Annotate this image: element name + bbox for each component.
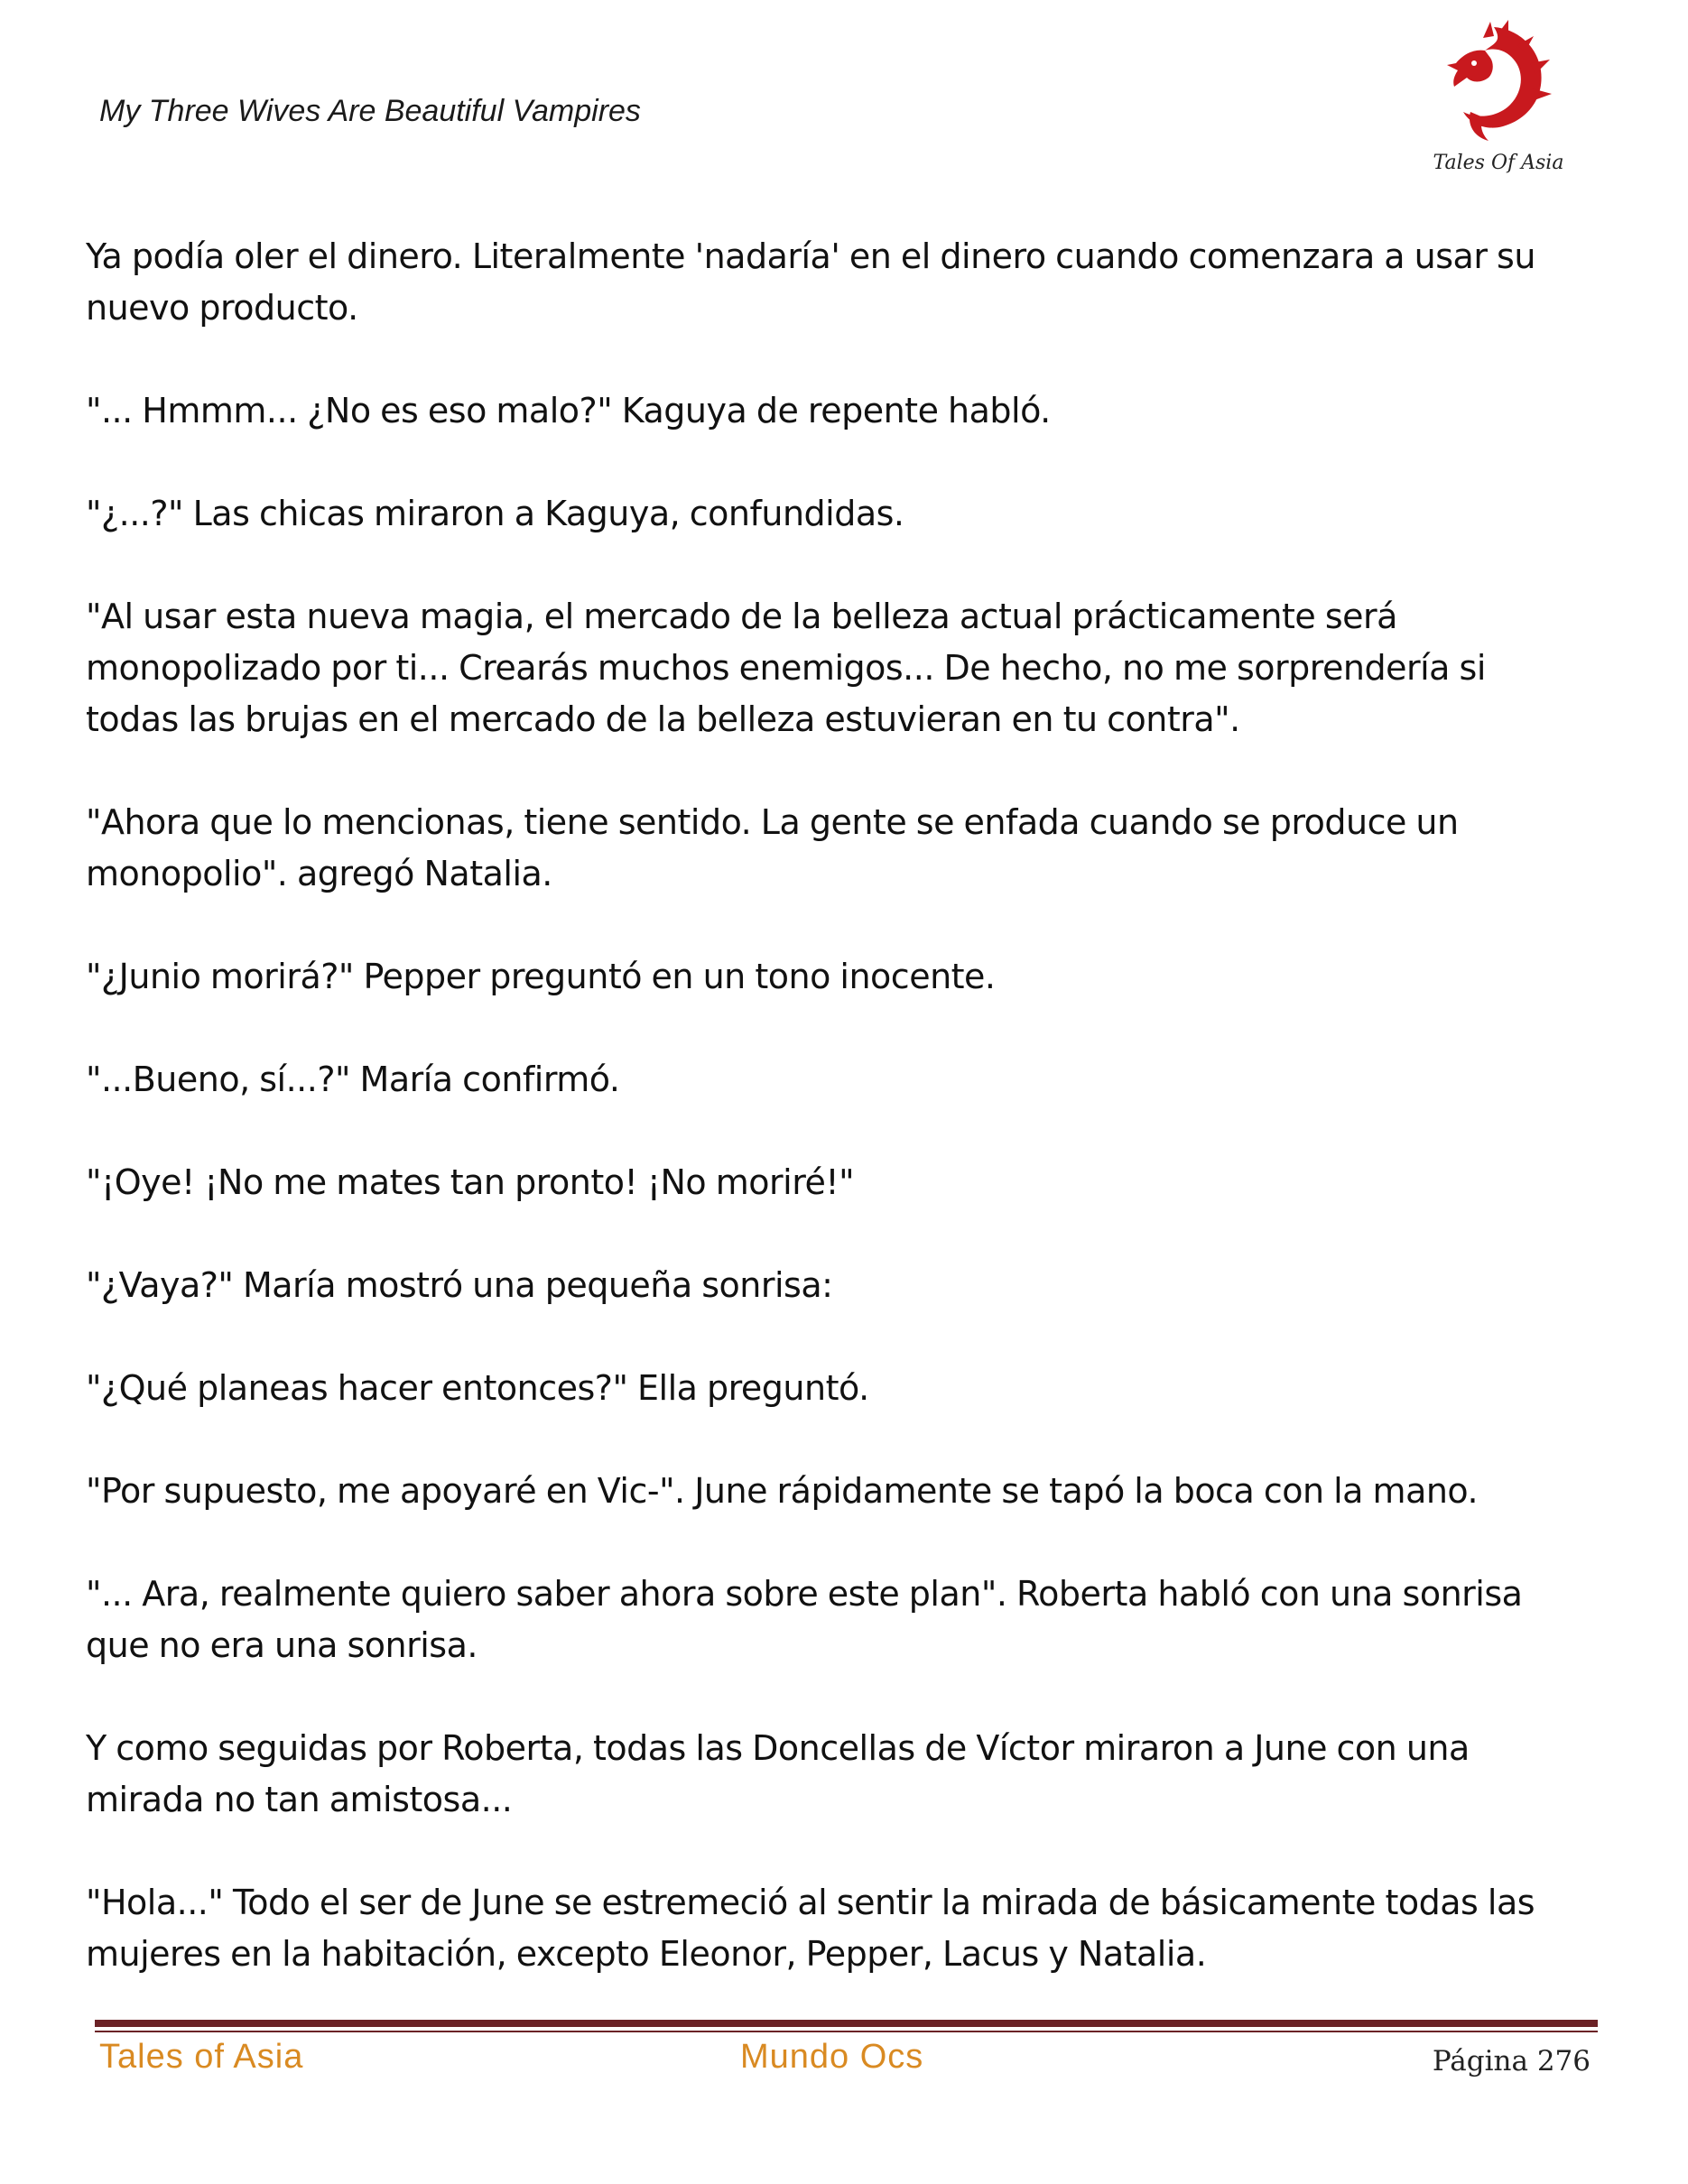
paragraph: "¿Qué planeas hacer entonces?" Ella preguntó. [86,1368,869,1408]
footer-rule-thick [95,2020,1598,2027]
paragraph: "... Hmmm... ¿No es eso malo?" Kaguya de repente habló. [86,391,1051,430]
paragraph: "¿Junio morirá?" Pepper preguntó en un tono inocente. [86,957,996,996]
publisher-logo [1431,18,1566,180]
page-number: Página 276 [1432,2045,1591,2078]
book-title: My Three Wives Are Beautiful Vampires [99,94,641,128]
footer-rule-thin [95,2031,1598,2032]
paragraph: "¿...?" Las chicas miraron a Kaguya, confundidas. [86,494,904,533]
paragraph: Y como seguidas por Roberta, todas las Doncellas de Víctor miraron a June con una mirada no tan amistosa... [86,1728,1470,1819]
paragraph: "¿Vaya?" María mostró una pequeña sonrisa: [86,1265,833,1305]
paragraph: Ya podía oler el dinero. Literalmente 'nadaría' en el dinero cuando comenzara a usar su nuevo producto. [86,236,1535,328]
footer-publisher: Tales of Asia [99,2038,304,2076]
logo-text: Tales Of Asia [1433,152,1564,174]
page-body [86,231,1584,2031]
paragraph: "Por supuesto, me apoyaré en Vic-". June rápidamente se tapó la boca con la mano. [86,1471,1479,1511]
paragraph: "¡Oye! ¡No me mates tan pronto! ¡No moriré!" [86,1162,855,1202]
paragraph: "...Bueno, sí...?" María confirmó. [86,1060,620,1099]
paragraph: "Hola..." Todo el ser de June se estremeció al sentir la mirada de básicamente todas las mujeres en la habitación, excepto Eleonor, Pepper, Lacus y Natalia. [86,1883,1535,1974]
paragraph: "Al usar esta nueva magia, el mercado de la belleza actual prácticamente será monopolizado por ti... Crearás muchos enemigos... De hecho, no me sorprendería si todas las brujas en el mercado de la belleza estuvieran en tu contra". [86,597,1486,739]
paragraph: "... Ara, realmente quiero saber ahora sobre este plan". Roberta habló con una sonrisa que no era una sonrisa. [86,1574,1523,1665]
footer-site: Mundo Ocs [740,2038,924,2076]
paragraph: "Ahora que lo mencionas, tiene sentido. La gente se enfada cuando se produce un monopolio". agregó Natalia. [86,802,1459,893]
red-dragon-logo-icon [1431,18,1566,153]
